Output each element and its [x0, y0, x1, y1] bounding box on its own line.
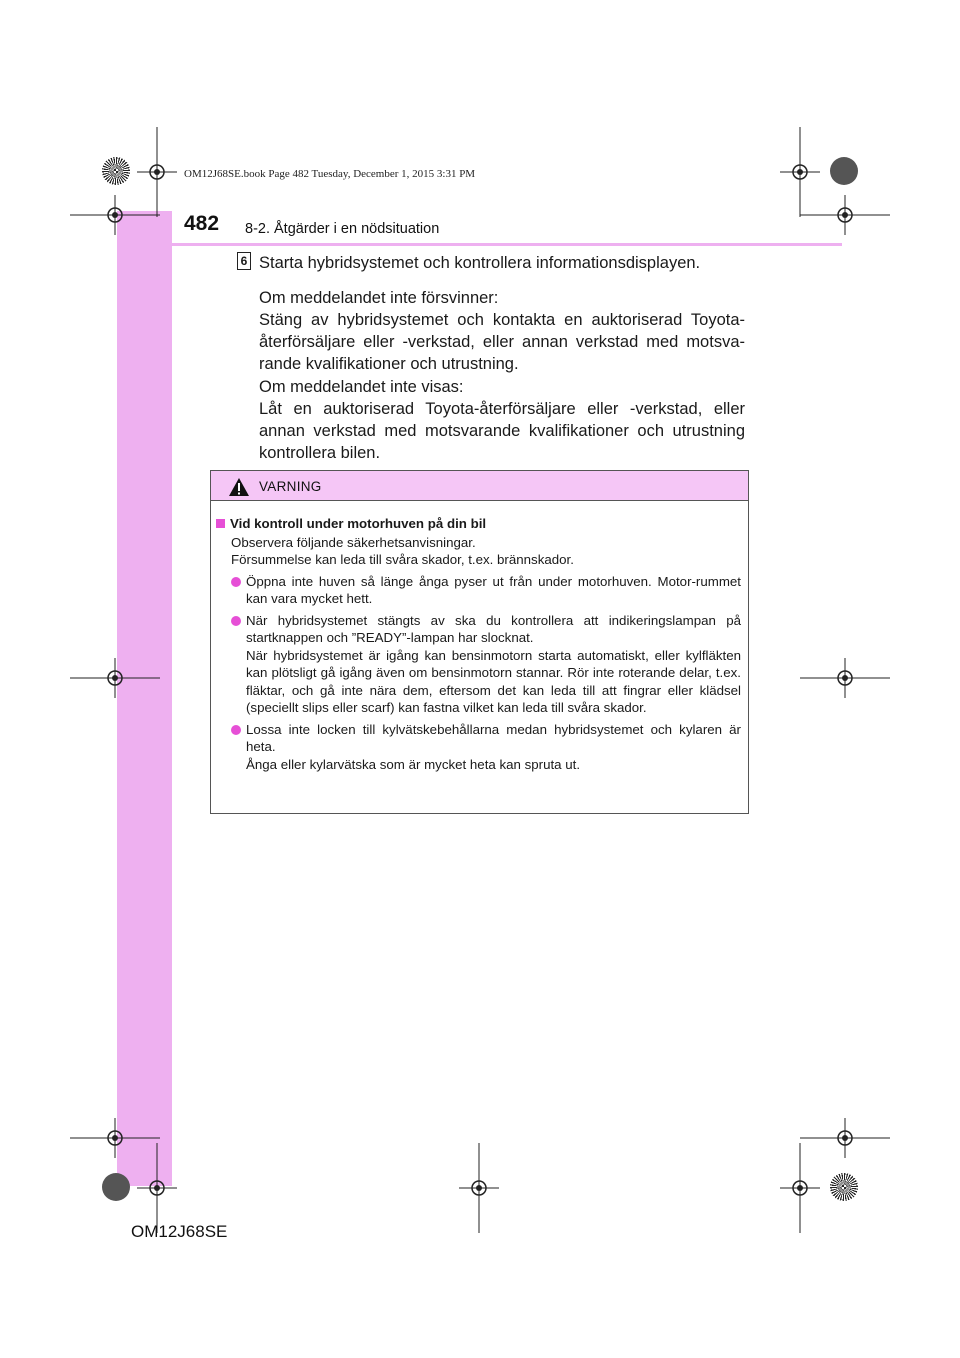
intro-line: Observera följande säkerhetsanvisningar. — [231, 534, 476, 550]
warning-intro — [216, 534, 741, 569]
color-swatch-icon — [102, 157, 130, 185]
bullet-line: När hybridsystemet är igång kan bensinmotorn starta automatiskt, eller kylfläkten kan plötsligt gå igång även om bensinmotorn stannar. Rör inte roterande delar, t.ex. fläktar, och gå inte nära dem, eftersom det kan leda till att fingrar eller klädsel (speciellt slips eller scarf) kan fastna vilket kan leda till svåra skador. — [246, 647, 741, 715]
intro-line: Försummelse kan leda till svåra skador, t.ex. brännskador. — [231, 552, 574, 567]
header-rule — [117, 243, 842, 246]
color-swatch-icon — [830, 1173, 858, 1201]
warning-triangle-icon — [228, 477, 250, 497]
bullet-line: Öppna inte huven så länge ånga pyser ut från under motorhuven. Motor-rummet kan vara mycket hett. — [246, 573, 741, 606]
bullet-line: När hybridsystemet stängts av ska du kontrollera att indikeringslampan på startknappen och ”READY”-lampan har slocknat. — [246, 612, 741, 645]
warning-title-text: Vid kontroll under motorhuven på din bil — [230, 516, 487, 531]
registration-mark-icon — [780, 1143, 820, 1233]
warning-bullet — [216, 573, 741, 608]
page-number: 482 — [184, 212, 220, 235]
bullet-line: Lossa inte locken till kylvätskebehållarna medan hybridsystemet och kylaren är heta. — [246, 721, 741, 754]
registration-mark-icon — [70, 195, 160, 235]
warning-title — [216, 515, 741, 533]
warning-bullet — [216, 721, 741, 774]
section-title: 8-2. Åtgärder i en nödsituation — [245, 221, 440, 237]
side-color-band — [117, 211, 172, 1186]
color-swatch-icon — [830, 157, 858, 185]
bullet-line: Ånga eller kylarvätska som är mycket heta kan spruta ut. — [246, 756, 581, 772]
registration-mark-icon — [70, 658, 160, 698]
case-not-disappear — [259, 287, 745, 375]
registration-mark-icon — [800, 658, 890, 698]
color-swatch-icon — [102, 1173, 130, 1201]
warning-header — [211, 471, 748, 501]
case-not-shown — [259, 376, 745, 464]
warning-label: VARNING — [259, 479, 322, 494]
footer-code: OM12J68SE — [131, 1222, 228, 1241]
square-bullet-icon — [216, 519, 225, 528]
case-text: Låt en auktoriserad Toyota-återförsäljare eller -verkstad, eller annan verkstad med motsvarande kvalifikationer och utrustning kontrollera bilen. — [259, 400, 745, 462]
book-stamp: OM12J68SE.book Page 482 Tuesday, December 1, 2015 3:31 PM — [184, 168, 476, 180]
registration-mark-icon — [459, 1143, 499, 1233]
step-text: Starta hybridsystemet och kontrollera informationsdisplayen. — [259, 254, 701, 272]
warning-body — [211, 501, 748, 773]
warning-bullet — [216, 612, 741, 717]
case-title: Om meddelandet inte försvinner: — [259, 289, 499, 307]
case-text: Stäng av hybridsystemet och kontakta en auktoriserad Toyota-återförsäljare eller -verkstad, eller annan verkstad med motsva-rande kvalifikationer och utrustning. — [259, 311, 745, 373]
step-number-badge: 6 — [237, 252, 251, 270]
registration-mark-icon — [800, 195, 890, 235]
warning-box — [210, 470, 749, 814]
registration-mark-icon — [137, 1143, 177, 1233]
case-title: Om meddelandet inte visas: — [259, 378, 464, 396]
